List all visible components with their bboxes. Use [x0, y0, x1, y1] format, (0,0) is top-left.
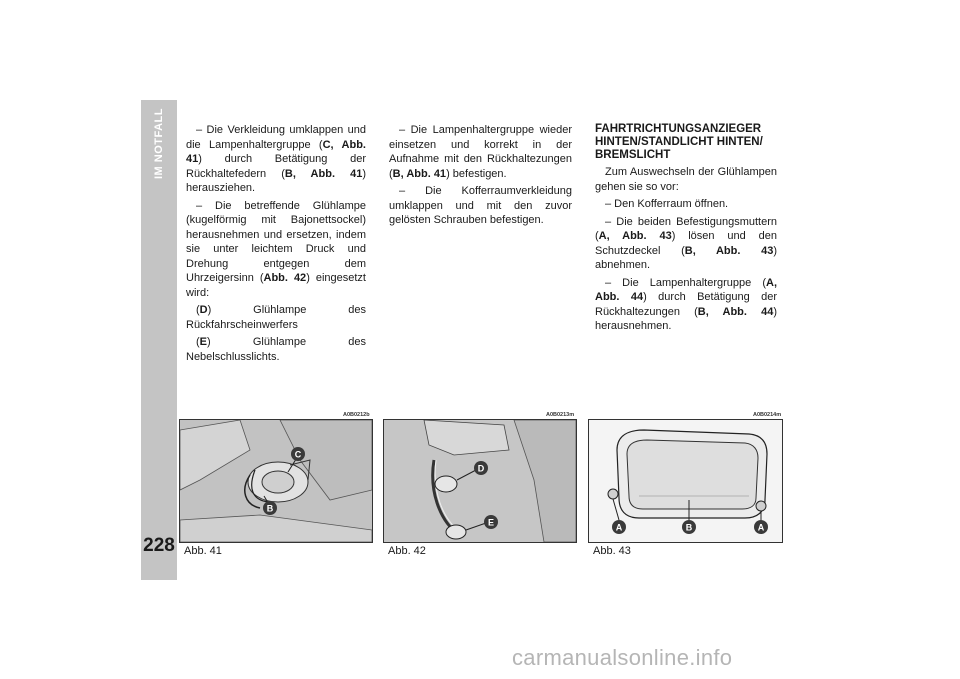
watermark: carmanualsonline.info — [512, 645, 733, 670]
figure-abb-41 — [179, 419, 373, 543]
list-item: (D) Glühlampe des Rückfahrscheinwerfers — [186, 304, 366, 331]
text-column-1 — [186, 123, 366, 367]
figure-caption: Abb. 41 — [184, 545, 222, 557]
figure-label: A — [757, 522, 765, 533]
paragraph: – Den Kofferraum öffnen. — [605, 198, 729, 210]
figure-code: A0B0212b — [343, 412, 370, 418]
figure-code: A0B0213m — [546, 412, 575, 418]
paragraph: – Die Lampenhaltergruppe wieder einsetzen und korrekt in der Aufnahme mit den Rückhaltezungen (B, Abb. 41) befestigen. — [389, 124, 572, 180]
paragraph: Zum Auswechseln der Glühlampen gehen sie so vor: — [595, 166, 777, 193]
figure-label: A — [615, 522, 623, 533]
figure-label: B — [685, 522, 693, 533]
protective-cover-illustration — [589, 420, 782, 542]
text-column-2 — [389, 123, 572, 231]
paragraph: – Die betreffende Glühlampe (kugelförmig mit Bajonettsockel) herausnehmen und ersetzen, indem sie unter leichtem Druck und Drehung entgegen dem Uhrzeigersinn (Abb. 42) eingesetzt wird: — [186, 199, 366, 299]
paragraph: – Die beiden Befestigungsmuttern (A, Abb. 43) lösen und den Schutzdeckel (B, Abb. 43) abnehmen. — [595, 215, 777, 271]
bulb-replacement-illustration — [384, 420, 576, 542]
page-number: 228 — [143, 535, 175, 556]
figure-abb-43 — [588, 419, 783, 543]
paragraph: – Die Lampenhaltergruppe (A, Abb. 44) durch Betätigung der Rückhaltezungen (B, Abb. 44) herausnehmen. — [595, 276, 777, 332]
list-item: (E) Glühlampe des Nebelschlusslichts. — [186, 336, 366, 363]
section-heading: FAHRTRICHTUNGSANZIEGER HINTEN/STANDLICHT HINTEN/ BREMSLICHT — [595, 123, 763, 161]
figure-code: A0B0214m — [753, 412, 782, 418]
figure-label: B — [266, 503, 274, 514]
section-title: IM NOTFALL — [153, 108, 165, 179]
figure-label: D — [477, 463, 485, 474]
lamp-holder-illustration — [180, 420, 372, 542]
figure-abb-42 — [383, 419, 577, 543]
figure-caption: Abb. 43 — [593, 545, 631, 557]
sidebar-strip — [141, 100, 177, 580]
figure-caption: Abb. 42 — [388, 545, 426, 557]
figure-label: C — [294, 449, 302, 460]
text-column-3 — [595, 123, 777, 337]
figure-label: E — [487, 517, 495, 528]
paragraph: – Die Verkleidung umklappen und die Lampenhaltergruppe (C, Abb. 41) durch Betätigung der Rückhaltefedern (B, Abb. 41) herausziehen. — [186, 124, 366, 194]
paragraph: – Die Kofferraumverkleidung umklappen und mit den zuvor gelösten Schrauben befestigen. — [389, 185, 572, 226]
